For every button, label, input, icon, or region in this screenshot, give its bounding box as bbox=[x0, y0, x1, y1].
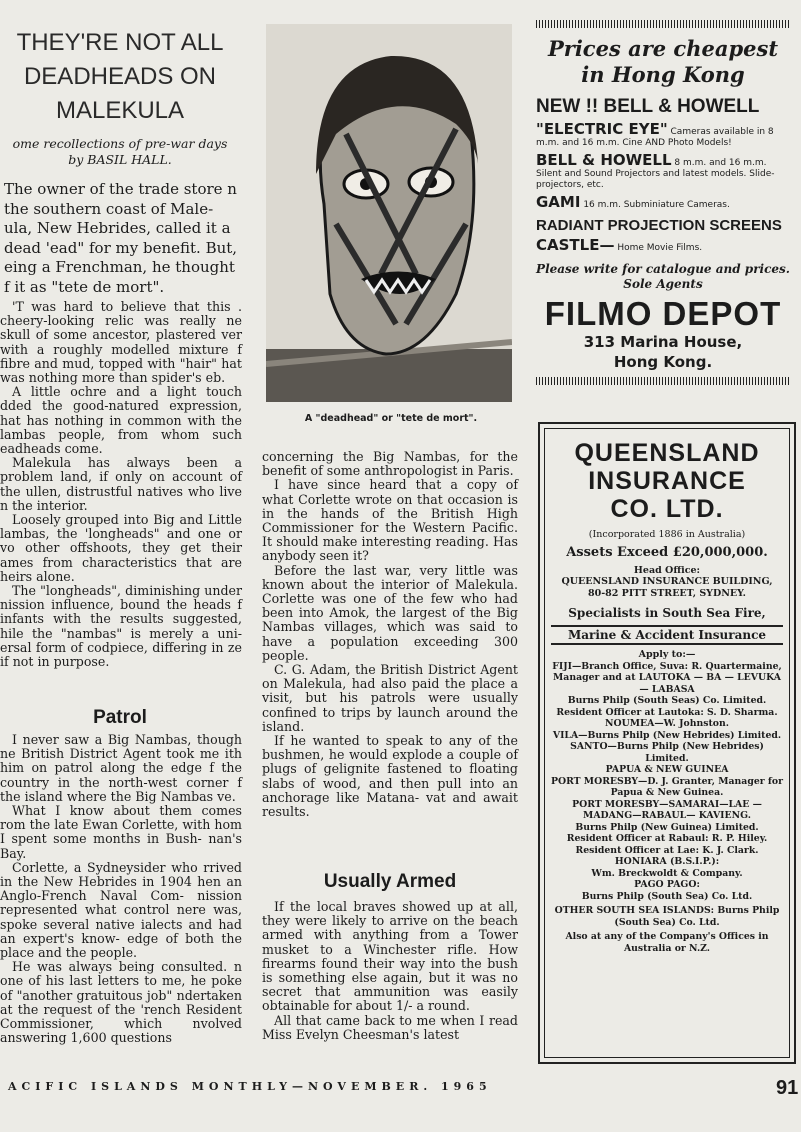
branch-entry: Burns Philp (New Guinea) Limited. bbox=[575, 821, 759, 833]
paragraph: Malekula has always been a problem land, if only on account of the ullen, distrustful natives who live n the interior. bbox=[0, 455, 242, 513]
subhead-usually-armed: Usually Armed bbox=[323, 871, 457, 892]
running-footer: ACIFIC ISLANDS MONTHLY—NOVEMBER. 1965 bbox=[8, 1080, 492, 1093]
branch-entry: Burns Philp (South Sea) Co. Ltd. bbox=[581, 890, 753, 902]
ad-top-border bbox=[536, 20, 790, 28]
column-1-bottom bbox=[0, 733, 242, 1045]
paragraph: The "longheads", diminishing under nission influence, bound the heads f infants with the results suggested, hile the "nambas" is merely a uni- ersal form of codpiece, differing in ze if not in purpose. bbox=[0, 583, 242, 670]
paragraph: He was always being consulted. n one of his last letters to me, he poke of "another gratuitous job" ndertaken at the request of the 'rench Resident Commissioner, which nvolved answering 1,600 questions bbox=[0, 959, 242, 1046]
column-2-bottom bbox=[262, 900, 518, 1042]
branch-entry: VILA—Burns Philp (New Hebrides) Limited. bbox=[552, 729, 782, 741]
incorporated-note: (Incorporated 1886 in Australia) bbox=[588, 529, 746, 540]
paragraph: I never saw a Big Nambas, though ne British District Agent took me ith him on patrol along the edge f the country in the north-west corner f the island where the Big Nambas ve. bbox=[0, 732, 242, 804]
new-bell-howell: NEW !! BELL & HOWELL bbox=[536, 96, 760, 117]
branch-entry: FIJI—Branch Office, Suva: R. Quartermaine, Manager and at LAUTOKA — BA — LEVUKA — LABASA bbox=[552, 660, 782, 695]
branch-entry: SANTO—Burns Philp (New Hebrides) Limited. bbox=[570, 741, 764, 764]
byline-line: ome recollections of pre-war days bbox=[12, 136, 228, 151]
castle-label: CASTLE— bbox=[536, 236, 615, 254]
paragraph: What I know about them comes rom the late Ewan Corlette, with hom I spent some months in Bush- nan's Bay. bbox=[0, 803, 242, 861]
paragraph: C. G. Adam, the British District Agent on Malekula, had also paid the place a visit, but his patrols were usually confined to trips by launch around the island. bbox=[262, 662, 518, 734]
paragraph: A little ochre and a light touch dded the good-natured expression, hat has nothing in common with the lambas people, from whom such eadheads come. bbox=[0, 384, 242, 457]
bell-howell-label: BELL & HOWELL bbox=[536, 151, 672, 169]
headline bbox=[4, 26, 236, 128]
ad-heading-line: in Hong Kong bbox=[581, 62, 745, 87]
branch-entry: PORT MORESBY—SAMARAI—LAE —MADANG—RABAUL— KAVIENG. bbox=[572, 798, 762, 821]
subhead-patrol: Patrol bbox=[93, 707, 147, 728]
headline-line: THEY'RE NOT ALL bbox=[16, 29, 224, 56]
marine-line: Marine & Accident Insurance bbox=[567, 628, 767, 642]
insurer-name-line: CO. LTD. bbox=[610, 495, 724, 523]
paragraph: I have since heard that a copy of what Corlette wrote on that occasion is in the hands of the British High Commissioner for the Western Pacific. It should make interesting reading. Has anybody seen it? bbox=[262, 477, 518, 564]
radiant-screens: RADIANT PROJECTION SCREENS bbox=[536, 217, 782, 234]
insurer-name-line: QUEENSLAND bbox=[574, 439, 760, 467]
paragraph: If the local braves showed up at all, they were likely to arrive on the beach armed with anything from a Tower musket to a Winchester rifle. How firearms found their way into the bush is something else again, but it was no secret that ammunition was easily obtainable for about 1/- a round. bbox=[262, 899, 518, 1014]
branch-entry: Wm. Breckwoldt & Company. bbox=[591, 867, 743, 879]
marine-rule bbox=[551, 625, 783, 645]
queensland-insurance-ad bbox=[538, 422, 796, 1064]
column-2-top bbox=[262, 450, 518, 819]
bell-howell-text: 8 m.m. and 16 m.m. Silent and Sound Projectors and latest models. Slide-projectors, etc. bbox=[536, 158, 775, 190]
paragraph: Corlette, a Sydneysider who rrived in the New Hebrides in 1904 hen an Anglo-French Naval Com- nission represented what control nere was, spoke several native ialects and had an expert's know- edge of both the place and the people. bbox=[0, 859, 242, 961]
column-1-top bbox=[0, 300, 242, 669]
assets-line: Assets Exceed £20,000,000. bbox=[566, 544, 768, 560]
branch-entry: PAPUA & NEW GUINEA bbox=[605, 764, 729, 775]
head-office-address: QUEENSLAND INSURANCE BUILDING, 80-82 PITT STREET, SYDNEY. bbox=[561, 576, 773, 599]
branch-entry: PAGO PAGO: bbox=[634, 879, 700, 890]
head-office-label: Head Office: bbox=[633, 564, 701, 576]
intro-paragraph: The owner of the trade store n the southern coast of Male- ula, New Hebrides, called it a dead 'ead" for my benefit. But, eing a Frenchman, he thought f it as "tete de mort". bbox=[4, 180, 238, 296]
filmo-depot-name: FILMO DEPOT bbox=[544, 295, 782, 332]
paragraph: Loosely grouped into Big and Little lambas, the 'longheads" and one or vo other offshoots, they get their ames from characteristics that are heirs alone. bbox=[0, 512, 242, 584]
branch-list bbox=[545, 661, 789, 955]
ad-heading-line: Prices are cheapest bbox=[547, 36, 779, 61]
paragraph: 'T was hard to believe that this . cheery-looking relic was really ne skull of some ancestor, plastered ver with a roughly modelled mixture f fibre and mud, topped with "hair" hat was nothing more than spider's eb. bbox=[0, 299, 242, 386]
branch-entry: Burns Philp (South Seas) Co. Limited. bbox=[567, 695, 767, 706]
branch-entry: NOUMEA—W. Johnston. bbox=[605, 718, 729, 729]
paragraph: concerning the Big Nambas, for the benefit of some anthropologist in Paris. bbox=[262, 449, 518, 479]
branch-entry: Resident Officer at Rabaul: R. P. Hiley. bbox=[566, 833, 768, 844]
address-line: 313 Marina House, bbox=[583, 333, 743, 351]
paragraph: All that came back to me when I read Miss Evelyn Cheesman's latest bbox=[262, 1012, 518, 1042]
apply-label: Apply to:— bbox=[638, 649, 696, 660]
address-line: Hong Kong. bbox=[613, 353, 713, 371]
ad-line-electric-eye bbox=[536, 120, 790, 149]
ad-line-castle bbox=[536, 236, 790, 254]
sole-agents: Sole Agents bbox=[623, 277, 703, 291]
headline-line: DEADHEADS ON bbox=[23, 63, 217, 90]
paragraph: If he wanted to speak to any of the bushmen, he would explode a couple of plugs of gelignite fastened to floating slabs of wood, and then pull into an anchorage like Matana- vat and await results. bbox=[262, 733, 518, 820]
branch-entry: Resident Officer at Lautoka: S. D. Sharma. bbox=[556, 706, 778, 718]
ad-bottom-border bbox=[536, 377, 790, 385]
page-number: 91 bbox=[776, 1077, 799, 1099]
electric-eye-label: "ELECTRIC EYE" bbox=[536, 120, 668, 138]
branch-entry: OTHER SOUTH SEA ISLANDS: Burns Philp (South Sea) Co. Ltd. bbox=[554, 905, 780, 928]
filmo-depot-ad bbox=[536, 20, 790, 385]
specialists-line: Specialists in South Sea Fire, bbox=[568, 606, 766, 620]
gami-label: GAMI bbox=[536, 193, 581, 211]
ad-line-bell-howell bbox=[536, 151, 790, 191]
byline-author: by BASIL HALL. bbox=[68, 152, 172, 167]
branch-entry: HONIARA (B.S.I.P.): bbox=[614, 856, 720, 867]
gami-text: 16 m.m. Subminiature Cameras. bbox=[583, 200, 730, 210]
ad-line-gami bbox=[536, 193, 790, 211]
branch-entry: Resident Officer at Lae: K. J. Clark. bbox=[575, 844, 759, 856]
paragraph: Before the last war, very little was known about the interior of Malekula. Corlette was one of the few who had been into Amok, the largest of the Big Nambas villages, which was said to have a population exceeding 300 people. bbox=[262, 562, 518, 663]
deadhead-photo bbox=[266, 24, 512, 402]
branch-entry: PORT MORESBY—D. J. Granter, Manager for Papua & New Guinea. bbox=[551, 775, 783, 798]
byline bbox=[0, 136, 240, 168]
branch-entry: Also at any of the Company's Offices in Australia or N.Z. bbox=[565, 931, 769, 954]
insurer-name-line: INSURANCE bbox=[588, 467, 746, 495]
headline-line: MALEKULA bbox=[55, 97, 185, 124]
electric-eye-text: Cameras available in 8 m.m. and 16 m.m. Cine AND Photo Models! bbox=[536, 127, 774, 148]
photo-caption: A "deadhead" or "tete de mort". bbox=[304, 413, 478, 424]
catalogue-note: Please write for catalogue and prices. bbox=[536, 262, 790, 276]
castle-text: Home Movie Films. bbox=[617, 243, 703, 253]
